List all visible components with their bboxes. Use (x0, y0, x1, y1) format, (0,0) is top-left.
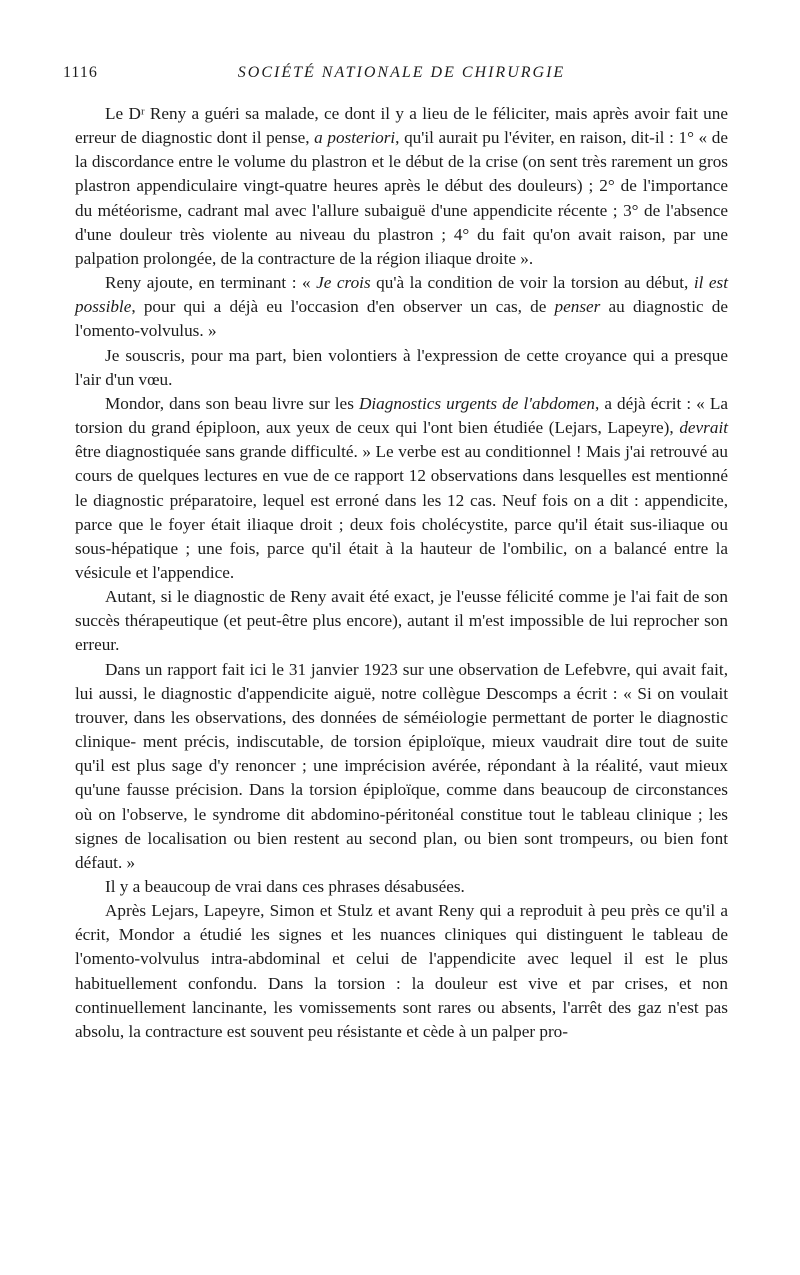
text-run: Il y a beaucoup de vrai dans ces phrases désabusées. (105, 877, 465, 896)
paragraph-2 (75, 271, 728, 343)
page-number: 1116 (63, 64, 98, 81)
text-run: au diagnostic de l'omento-volvulus. » (75, 297, 728, 341)
text-run: , a déjà écrit : « La torsion du grand épiploon, aux yeux de ceux qui l'ont bien étudiée (Lejars, Lapeyre), (75, 393, 728, 438)
paragraph-1 (75, 102, 728, 271)
page-header (63, 58, 728, 88)
text-run: être diagnostiquée sans grande difficulté. » Le verbe est au conditionnel ! Mais j'ai retrouvé au cours de quelques lectures en vue de ce rapport 12 observations dans lesquelles est mentionné le diagnostic préparatoire, lequel est erroné dans les 12 cas. Neuf fois on a dit : appendicite, parce que le foyer était iliaque droit ; deux fois cholécystite, parce qu'il était sus-iliaque ou sous-hépatique ; une fois, parce qu'il était à la hauteur de l'ombilic, on a balancé entre la vésicule et l'appendice. (75, 442, 728, 582)
document-page (63, 58, 728, 1044)
text-run: Je souscris, pour ma part, bien volontiers à l'expression de cette croyance qui a presque l'air d'un vœu. (75, 345, 728, 389)
text-run: Après Lejars, Lapeyre, Simon et Stulz et avant Reny qui a reproduit à peu près ce qu'il a écrit, Mondor a étudié les signes et les nuances cliniques qui distinguent le tableau de l'omento-volvulus intra-abdominal et celui de l'appendicite avec lequel il est le plus habituellement confondu. Dans la torsion : la douleur est vive et par crises, et non continuellement lancinante, les vomissements sont rares ou absents, l'arrêt des gaz n'est pas absolu, la contracture est souvent peu résistante et cède à un palper pro- (75, 901, 728, 1041)
paragraph-6 (75, 658, 728, 875)
text-run: , pour qui a déjà eu l'occasion d'en observer un cas, de (131, 297, 555, 317)
text-run: Mondor, dans son beau livre sur les (105, 393, 359, 413)
text-run: Le Dʳ Reny a guéri sa malade, ce dont il y a lieu de le féliciter, mais après avoir fait une erreur de diagnostic dont il pense, (75, 104, 728, 148)
italic-run: penser (554, 297, 601, 317)
italic-run: Je crois (316, 273, 371, 293)
text-run: , qu'il aurait pu l'éviter, en raison, dit-il : 1° « de la discordance entre le volume du plastron et le début de la crise (on sent très rarement un gros plastron appendiculaire vingt-quatre heures après le début des douleurs) ; 2° de l'importance du météorisme, cadrant mal avec l'allure subaiguë d'une appendicite récente ; 3° de l'absence d'une douleur très violente au niveau du plastron ; 4° du fait qu'on avait raison, par une palpation prolongée, de la contracture de la région iliaque droite ». (75, 128, 728, 268)
body-text (75, 102, 728, 1044)
text-run: qu'à la condition de voir la torsion au début, (370, 273, 694, 293)
text-run: Autant, si le diagnostic de Reny avait été exact, je l'eusse félicité comme je l'ai fait de son succès thérapeutique (et peut-être plus encore), autant il m'est impossible de lui reprocher son erreur. (75, 587, 728, 655)
text-run: Reny ajoute, en terminant : « (105, 273, 317, 293)
italic-run: Diagnostics urgents de l'abdomen (358, 393, 595, 413)
paragraph-3 (75, 344, 728, 392)
paragraph-5 (75, 585, 728, 657)
italic-run: il est possible (75, 273, 728, 317)
paragraph-8 (75, 899, 728, 1044)
paragraph-4 (75, 392, 728, 585)
italic-run: devrait (679, 418, 728, 438)
italic-run: a posteriori (314, 128, 396, 148)
paragraph-7 (75, 875, 728, 899)
running-head: SOCIÉTÉ NATIONALE DE CHIRURGIE (237, 64, 566, 81)
text-run: Dans un rapport fait ici le 31 janvier 1923 sur une observation de Lefebvre, qui avait fait, lui aussi, le diagnostic d'appendicite aiguë, notre collègue Descomps a écrit : « Si on voulait trouver, dans les observations, des données de séméiologie permettant de porter le diagnostic clinique- ment précis, indiscutable, de torsion épiploïque, mieux vaudrait dire tout de suite qu'il est plus sage d'y renoncer ; une imprécision avérée, répondant à la réalité, vaut mieux qu'une fausse précision. Dans la torsion épiploïque, comme dans beaucoup de circonstances où on l'observe, le syndrome dit abdomino-péritonéal constitue tout le tableau clinique ; les signes de localisation ou bien restent au second plan, ou bien sont trompeurs, ou bien font défaut. » (75, 659, 728, 872)
